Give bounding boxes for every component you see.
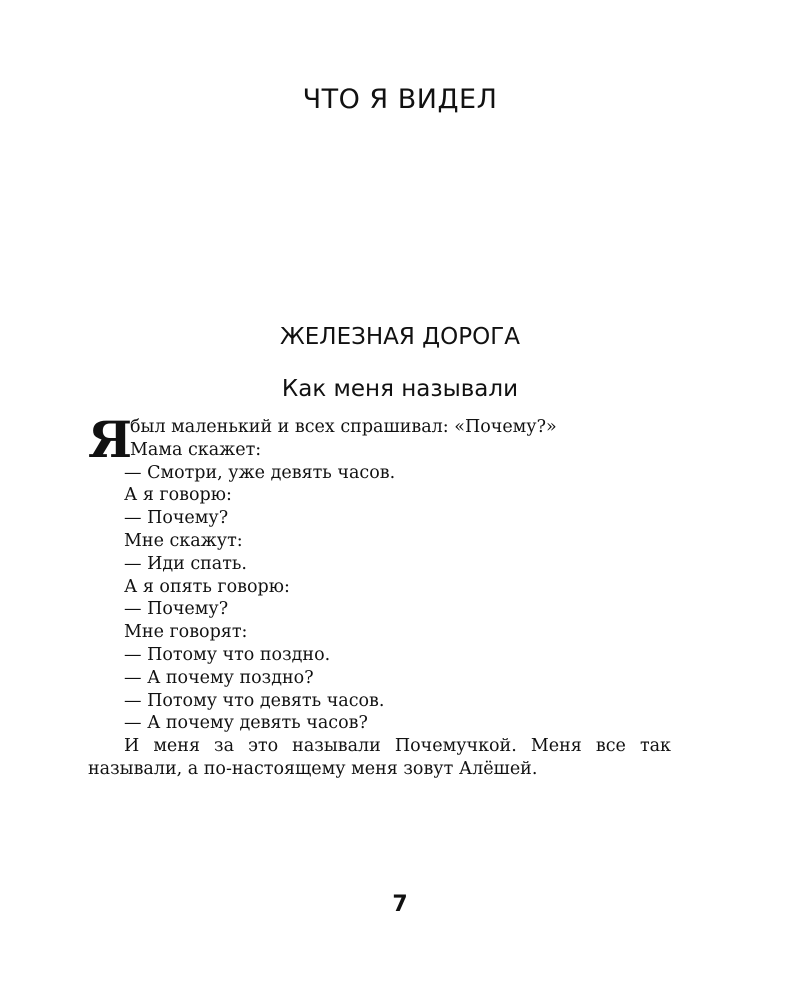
- dialogue-line: — Потому что девять часов.: [124, 690, 385, 711]
- book-title: ЧТО Я ВИДЕЛ: [302, 84, 498, 115]
- chapter-title: ЖЕЛЕЗНАЯ ДОРОГА: [279, 324, 520, 350]
- opening-paragraph: [88, 410, 671, 469]
- dialogue-line: Мне скажут:: [124, 530, 243, 551]
- drop-cap: Я: [88, 410, 133, 469]
- opening-line: Мама скажет:: [130, 439, 262, 460]
- story-text: [88, 410, 671, 781]
- dialogue-line: — Потому что поздно.: [124, 644, 331, 665]
- dialogue-line: — Почему?: [124, 508, 229, 529]
- closing-paragraph-text: И меня за это называли Почемучкой. Меня все так называли, а по-настоящему меня зовут Алёшей.: [88, 736, 671, 779]
- dialogue-line: Мне говорят:: [124, 622, 248, 643]
- opening-line: был маленький и всех спрашивал: «Почему?»: [130, 417, 557, 437]
- dialogue-line: А я говорю:: [124, 485, 232, 506]
- dialogue-line: — Смотри, уже девять часов.: [124, 462, 396, 483]
- page-number: 7: [392, 892, 408, 917]
- closing-paragraph: [88, 735, 671, 781]
- dialogue-line: — А почему девять часов?: [124, 713, 368, 734]
- dialogue-line: — Почему?: [124, 599, 229, 620]
- dialogue-line: — А почему поздно?: [124, 667, 314, 688]
- section-title: Как меня называли: [281, 376, 519, 402]
- dialogue-line: А я опять говорю:: [124, 576, 290, 597]
- dialogue-line: — Иди спать.: [124, 553, 247, 574]
